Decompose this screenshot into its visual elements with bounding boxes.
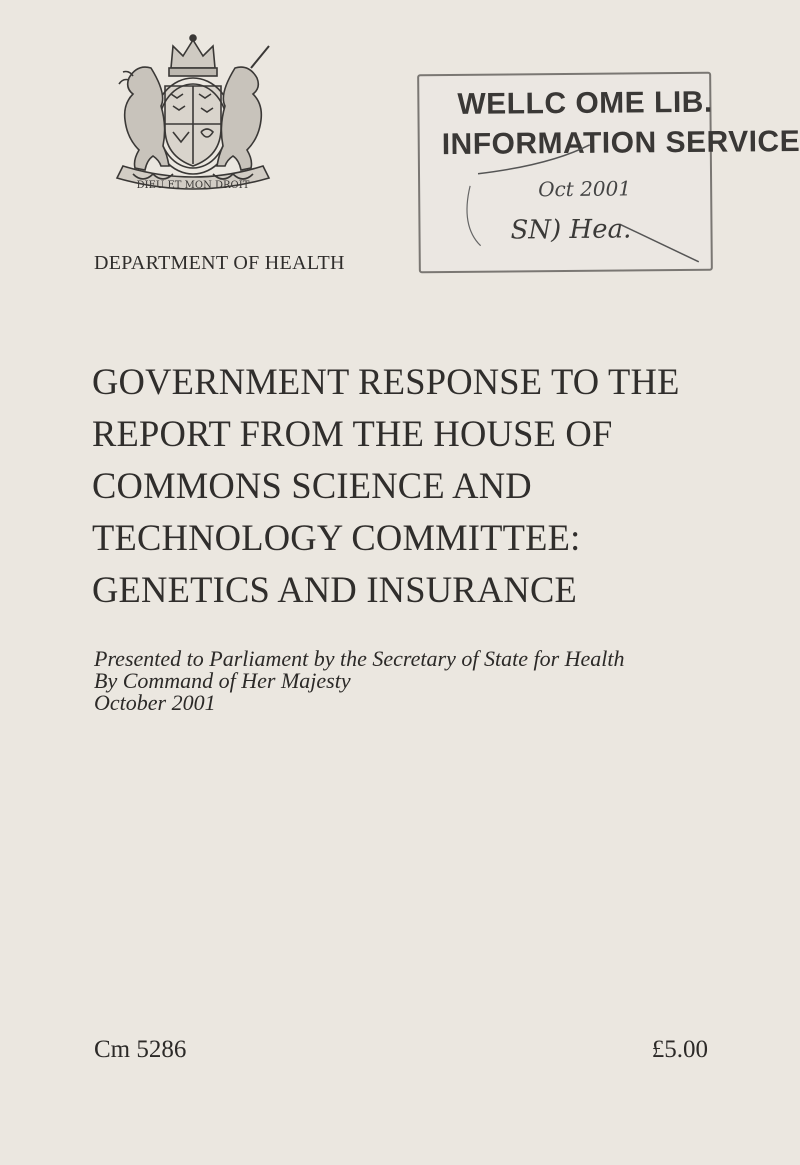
title-line: REPORT FROM THE HOUSE OF <box>92 413 613 454</box>
stamp-line-1: WELLC OME LIB. <box>457 85 713 121</box>
department-name: DEPARTMENT OF HEALTH <box>94 252 345 274</box>
stamp-arrow-icon <box>419 74 711 272</box>
document-title <box>92 356 712 616</box>
price: £5.00 <box>651 1036 708 1063</box>
title-line: GENETICS AND INSURANCE <box>92 569 577 610</box>
crest-motto: DIEU ET MON DROIT <box>136 180 250 191</box>
royal-coat-of-arms <box>93 28 293 198</box>
title-line: GOVERNMENT RESPONSE TO THE <box>92 361 680 402</box>
stamp-line-2: INFORMATION SERVICE <box>441 124 800 162</box>
stamp-handwritten-note: SN) Hea. <box>510 214 632 246</box>
command-number: Cm 5286 <box>94 1036 187 1063</box>
title-line: TECHNOLOGY COMMITTEE: <box>92 517 581 558</box>
royal-coat-of-arms-icon <box>93 28 293 198</box>
title-line: COMMONS SCIENCE AND <box>92 465 532 506</box>
presentation-line: October 2001 <box>94 690 216 715</box>
presentation-statement <box>94 648 625 714</box>
stamp-handwritten-date: Oct 2001 <box>538 176 632 202</box>
presentation-line: By Command of Her Majesty <box>94 668 351 693</box>
library-stamp <box>417 72 800 274</box>
presentation-line: Presented to Parliament by the Secretary of State for Health <box>94 646 625 671</box>
